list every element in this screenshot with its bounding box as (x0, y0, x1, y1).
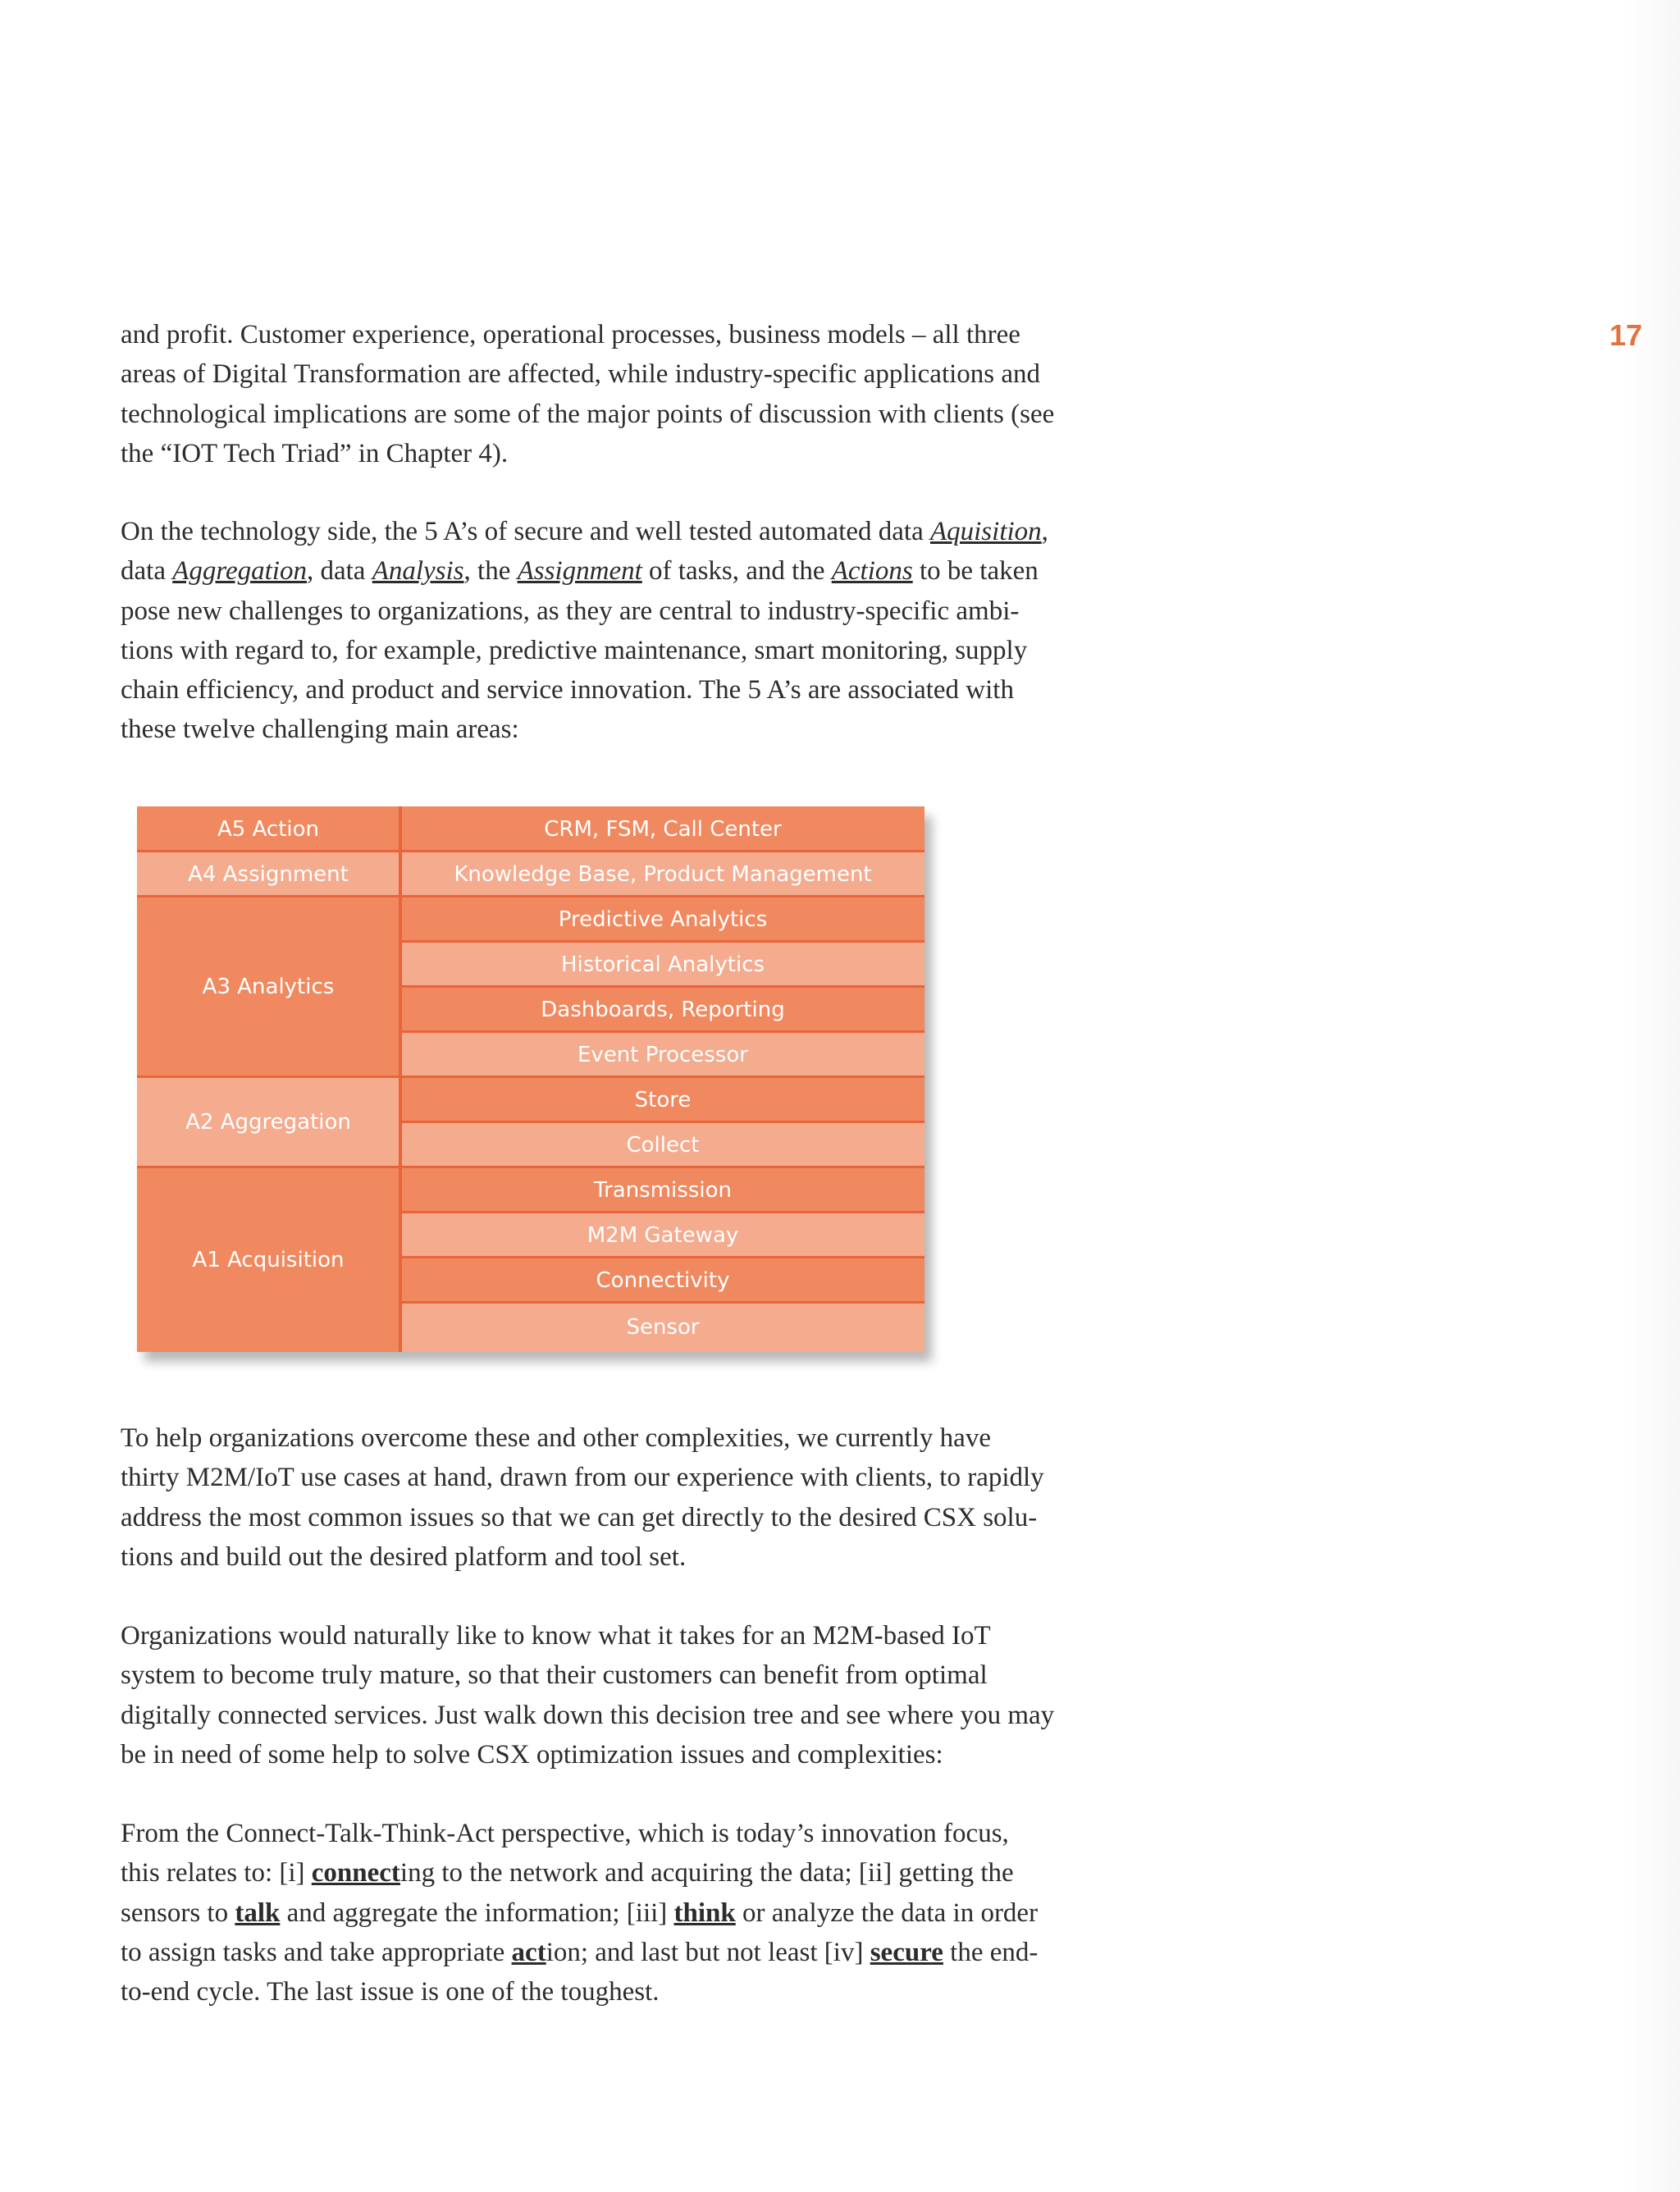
text-line: to-end cycle. The last issue is one of the toughest. (121, 1977, 660, 2007)
text-line: address the most common issues so that we can get directly to the desired CSX solu- (121, 1502, 1038, 1532)
text-line: tions with regard to, for example, predictive maintenance, smart monitoring, supply (121, 635, 1028, 665)
group-divider (137, 1166, 401, 1168)
text-line: be in need of some help to solve CSX optimization issues and complexities: (121, 1739, 943, 1770)
text-run: , data (306, 556, 372, 587)
term-assignment: Assignment (517, 556, 642, 587)
text-run: ion; and last but not least [iv] (546, 1937, 870, 1967)
text-line: these twelve challenging main areas: (121, 715, 519, 745)
text-run: to assign tasks and take appropriate (121, 1937, 512, 1967)
group-a5-action: A5 Action (137, 806, 399, 852)
group-a2-aggregation: A2 Aggregation (137, 1077, 399, 1167)
area-cell: Historical Analytics (401, 942, 924, 987)
area-cell: Transmission (401, 1167, 924, 1212)
text-run: data (121, 556, 173, 587)
row-divider (401, 1121, 924, 1123)
text-line: tions and build out the desired platform and tool set. (121, 1541, 687, 1572)
text-line: system to become truly mature, so that their customers can benefit from optimal (121, 1660, 988, 1691)
term-analysis: Analysis (372, 556, 464, 587)
paragraph-maturity (121, 1616, 1154, 1774)
text-run: this relates to: [i] (121, 1858, 312, 1888)
term-act: act (511, 1937, 546, 1967)
area-cell: Dashboards, Reporting (401, 987, 924, 1032)
page-number: 17 (1609, 318, 1643, 352)
term-secure: secure (870, 1937, 943, 1967)
row-divider (401, 895, 924, 897)
row-divider (401, 940, 924, 943)
text-line: pose new challenges to organizations, as they are central to industry-specific ambi- (121, 596, 1020, 626)
text-run: and aggregate the information; [iii] (280, 1897, 674, 1928)
term-connect: connect (311, 1858, 400, 1888)
text-line: digitally connected services. Just walk down this decision tree and see where you may (121, 1700, 1055, 1730)
row-divider (401, 850, 924, 852)
term-aggregation: Aggregation (172, 556, 307, 587)
paragraph-connect-talk-think-act (121, 1814, 1154, 2012)
paragraph-intro (121, 315, 1154, 473)
area-cell: Predictive Analytics (401, 897, 924, 942)
row-divider (401, 1211, 924, 1213)
five-as-table (137, 806, 924, 1352)
text-line: To help organizations overcome these and other complexities, we currently have (121, 1423, 991, 1453)
area-cell: Sensor (401, 1303, 924, 1352)
text-run: , the (463, 556, 518, 587)
row-divider (401, 1301, 924, 1304)
area-cell: M2M Gateway (401, 1212, 924, 1258)
area-cell: Knowledge Base, Product Management (401, 852, 924, 897)
term-aquisition: Aquisition (929, 517, 1042, 546)
text-run: On the technology side, the 5 A’s of secure and well tested automated data (121, 517, 930, 546)
paragraph-use-cases (121, 1418, 1154, 1577)
text-line: chain efficiency, and product and service innovation. The 5 A’s are associated with (121, 675, 1014, 706)
text-line: Organizations would naturally like to know what it takes for an M2M-based IoT (121, 1621, 991, 1651)
text-line: technological implications are some of the major points of discussion with clients (see (121, 399, 1055, 429)
text-line (121, 512, 1154, 551)
term-think: think (673, 1897, 736, 1928)
area-cell: Collect (401, 1122, 924, 1167)
group-divider (137, 895, 401, 897)
row-divider (401, 1030, 924, 1033)
text-line: thirty M2M/IoT use cases at hand, drawn from our experience with clients, to rapidly (121, 1463, 1044, 1493)
group-a4-assignment: A4 Assignment (137, 852, 399, 897)
text-run: or analyze the data in order (735, 1897, 1039, 1928)
paragraph-five-as (121, 512, 1154, 750)
row-divider (401, 1075, 924, 1078)
group-divider (137, 850, 401, 852)
row-divider (401, 985, 924, 988)
area-cell: Store (401, 1077, 924, 1122)
text-line (121, 1933, 1154, 1972)
group-divider (137, 1075, 401, 1078)
area-cell: Connectivity (401, 1258, 924, 1303)
text-run: of tasks, and the (641, 556, 832, 587)
text-line: and profit. Customer experience, operational processes, business models – all three (121, 320, 1020, 349)
group-a3-analytics: A3 Analytics (137, 897, 399, 1077)
area-cell: CRM, FSM, Call Center (401, 806, 924, 852)
column-divider (399, 806, 402, 1352)
text-line: From the Connect-Talk-Think-Act perspective, which is today’s innovation focus, (121, 1819, 1009, 1848)
text-line (121, 1853, 1154, 1893)
row-divider (401, 1166, 924, 1168)
row-divider (401, 1256, 924, 1258)
text-run: the end- (943, 1937, 1039, 1967)
text-line: areas of Digital Transformation are affected, while industry-specific applications and (121, 359, 1041, 390)
area-cell: Event Processor (401, 1032, 924, 1077)
term-actions: Actions (831, 556, 913, 587)
text-line (121, 1893, 1154, 1933)
text-run: , (1041, 517, 1048, 546)
text-line (121, 551, 1154, 591)
text-run: to be taken (912, 556, 1039, 587)
text-run: ing to the network and acquiring the data; [ii] getting the (399, 1858, 1014, 1888)
term-talk: talk (235, 1897, 281, 1928)
group-a1-acquisition: A1 Acquisition (137, 1167, 399, 1352)
text-run: sensors to (121, 1897, 235, 1928)
text-line: the “IOT Tech Triad” in Chapter 4). (121, 438, 509, 468)
